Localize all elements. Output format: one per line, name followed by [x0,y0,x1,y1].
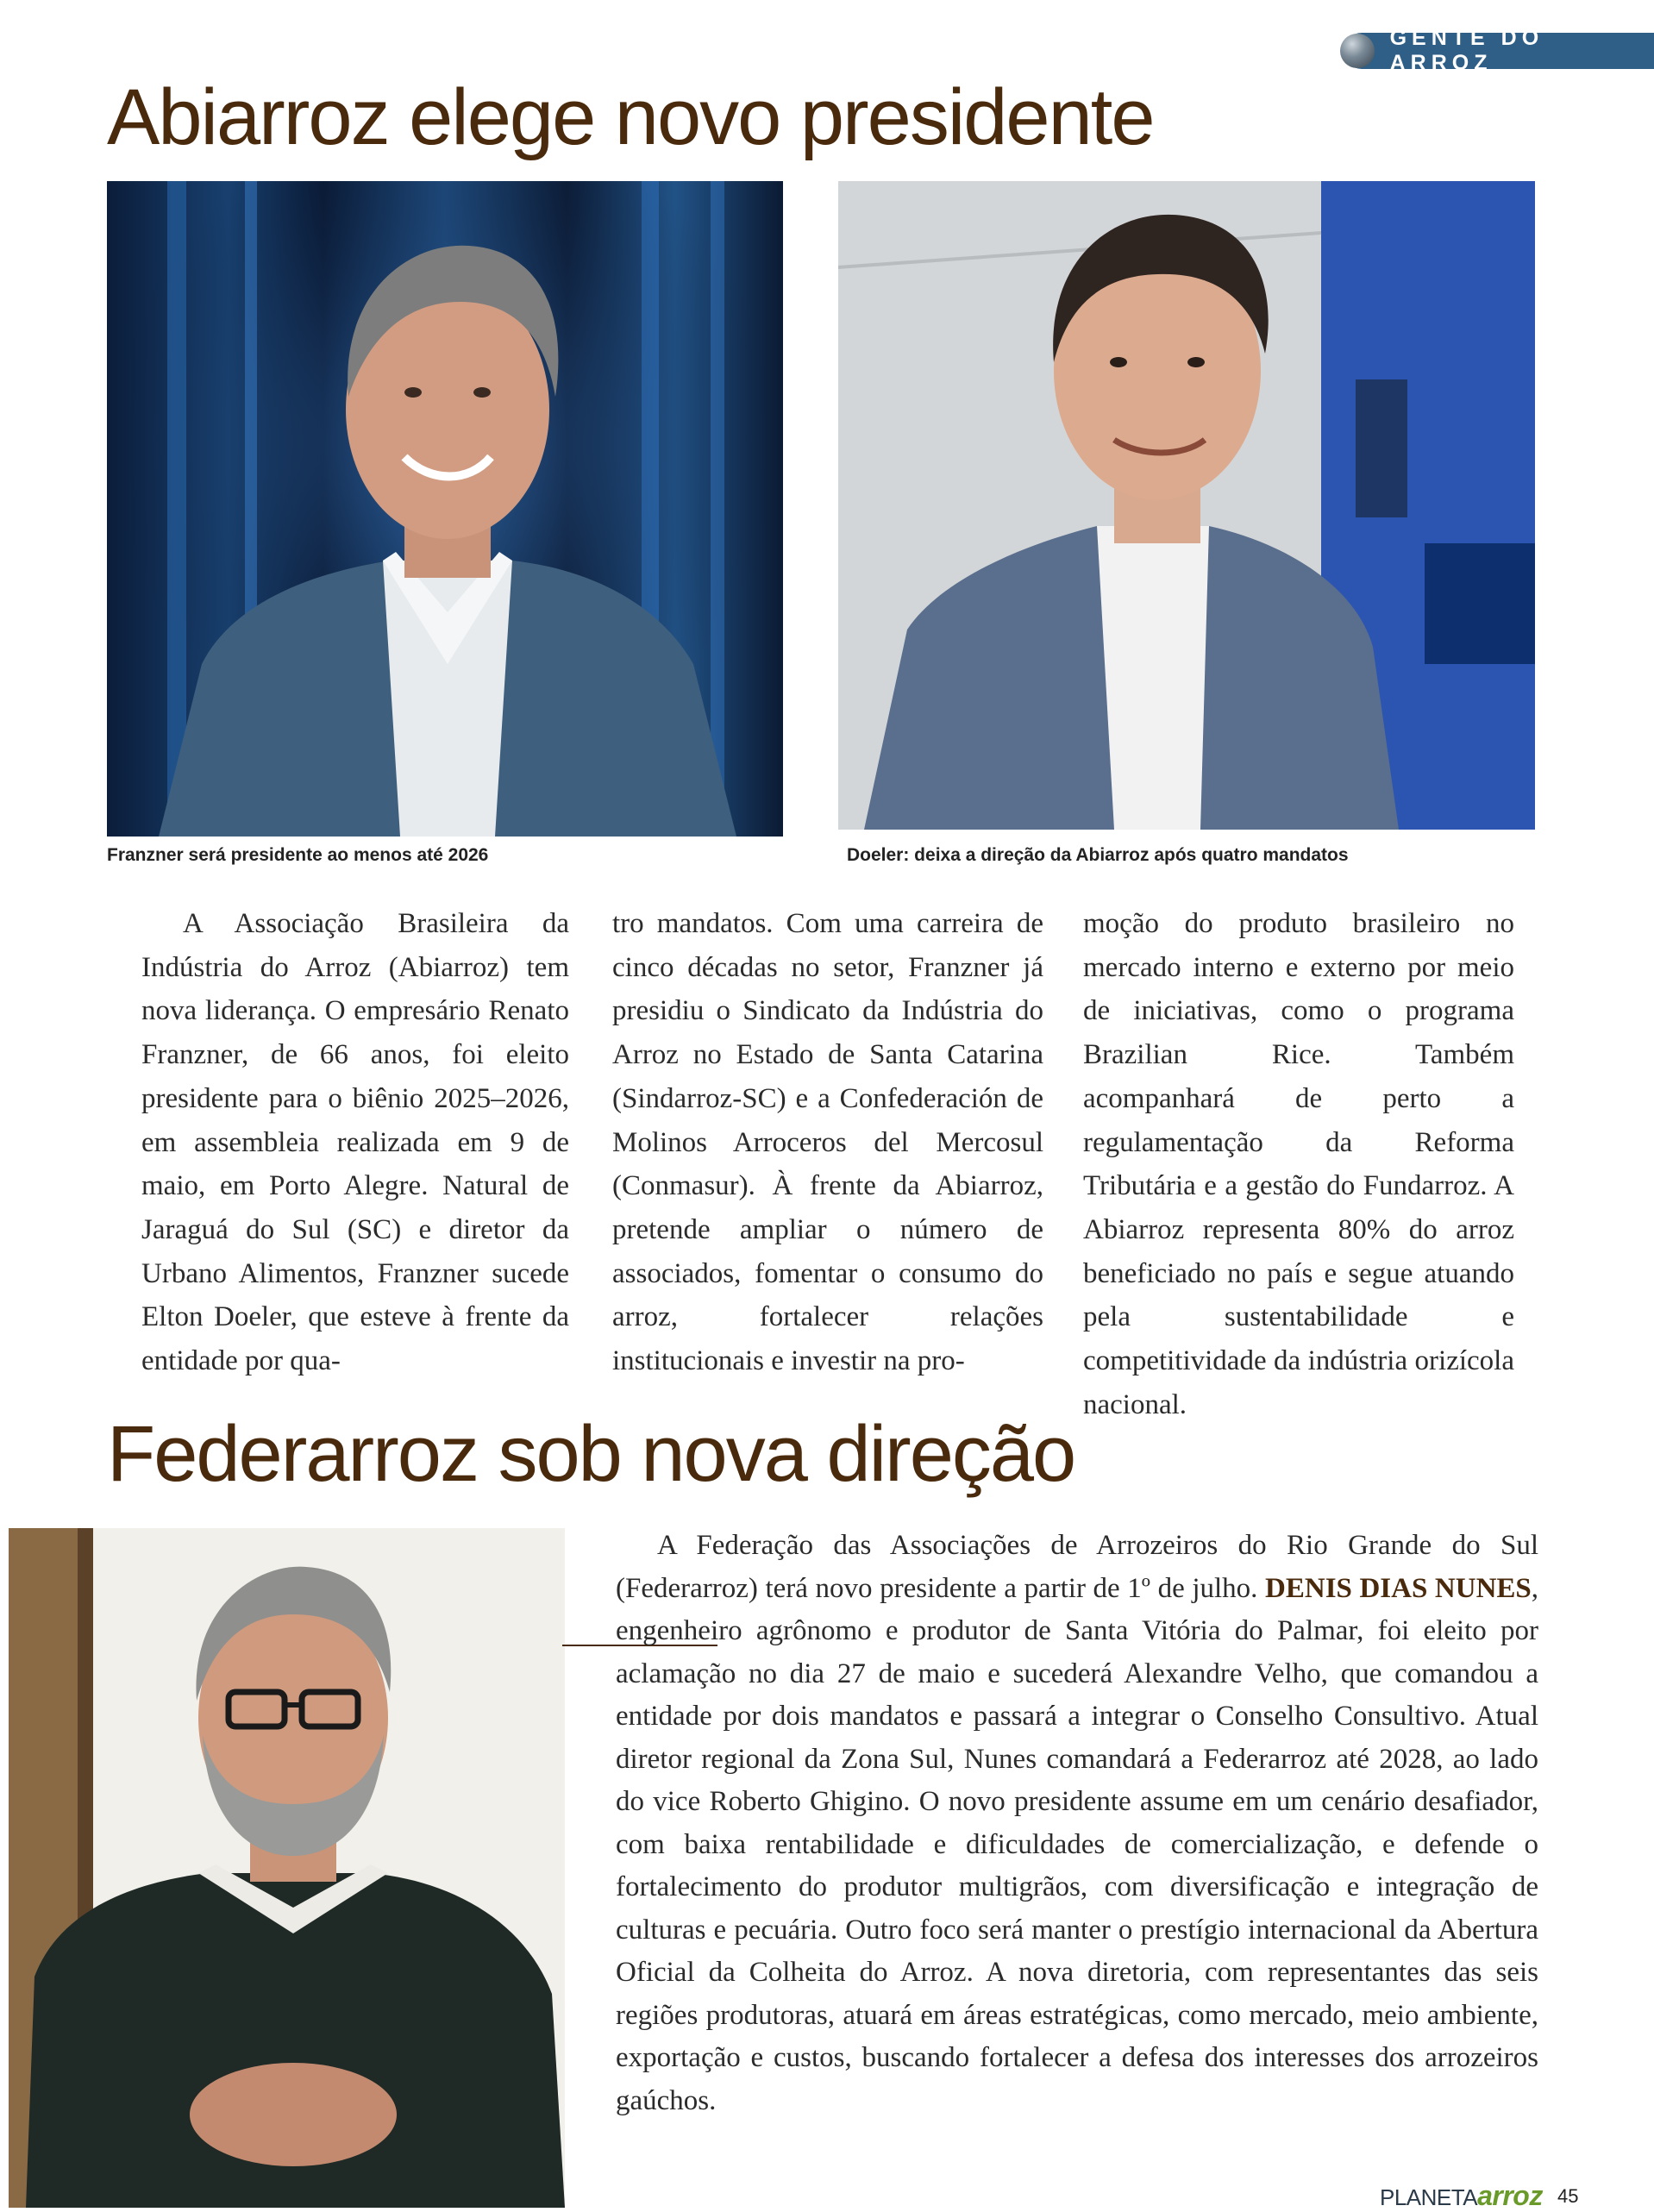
portrait-illustration [9,1528,565,2208]
photo-nunes [9,1528,565,2208]
article-column-3: moção do produto brasileiro no mercado interno e externo por meio de iniciativas, como o programa Brazilian Rice. Também acompanhará de perto a regulamentação da Reforma Tributária e a gestão do Fundarroz. A Abiarroz representa 80% do arroz beneficiado no país e segue atuando pela sustentabilidade e competitividade da indústria orizícola nacional. [1083,908,1514,1420]
section-tag-label: GENTE DO ARROZ [1389,26,1544,75]
highlight-name: DENIS DIAS NUNES [1265,1572,1532,1604]
article-body-federarroz [616,1525,1538,2122]
federarroz-text-intro: A Federação das Associações de Arrozeiros do Rio Grande do Sul (Federarroz) terá novo presidente a partir de 1º de julho. [616,1530,1538,1604]
portrait-illustration [838,181,1535,830]
globe-icon [1340,34,1375,68]
article-column-2: tro mandatos. Com uma carreira de cinco décadas no setor, Franzner já presidiu o Sindicato da Indústria do Arroz no Estado de Santa Catarina (Sindarroz-SC) e a Confederación de Molinos Arroceros del Mercosul (Conmasur). À frente da Abiarroz, pretende ampliar o número de associados, fomentar o consumo do arroz, fortalecer relações institucionais e investir na pro- [612,908,1043,1377]
article-title-federarroz: Federarroz sob nova direção [107,1410,1075,1498]
article-title-abiarroz: Abiarroz elege novo presidente [107,73,1154,161]
section-tag [1344,26,1654,75]
photo-franzner [107,181,783,837]
photo-doeler [838,181,1535,830]
magazine-logo: PLANETAarroz [1380,2180,1543,2211]
portrait-illustration [107,181,783,837]
photo-caption-franzner: Franzner será presidente ao menos até 2026 [107,845,489,865]
federarroz-text-body: , engenheiro agrônomo e produtor de Santa Vitória do Palmar, foi eleito por aclamação no dia 27 de maio e sucederá Alexandre Velho, que comandou a entidade por dois mandatos e passará a integrar o Conselho Consultivo. Atual diretor regional da Zona Sul, Nunes comandará a Federarroz até 2028, ao lado do vice Roberto Ghigino. O novo presidente assume em um cenário desafiador, com baixa rentabilidade e dificuldades de comercialização, e defende o fortalecimento do produtor multigrãos, com diversificação e integração de culturas e pecuária. Outro foco será manter o prestígio internacional da Abertura Oficial da Colheita do Arroz. A nova diretoria, com representantes das seis regiões produtoras, atuará em áreas estratégicas, como mercado, meio ambiente, exportação e custos, buscando fortalecer a defesa dos interesses dos arrozeiros gaúchos. [616,1572,1539,2116]
photo-caption-doeler: Doeler: deixa a direção da Abiarroz após quatro mandatos [847,845,1349,865]
article-column-1: A Associação Brasileira da Indústria do Arroz (Abiarroz) tem nova liderança. O empresário Renato Franzner, de 66 anos, foi eleito presidente para o biênio 2025–2026, em assembleia realizada em 9 de maio, em Porto Alegre. Natural de Jaraguá do Sul (SC) e diretor da Urbano Alimentos, Franzner sucede Elton Doeler, que esteve à frente da entidade por qua- [141,908,569,1377]
page-number: 45 [1557,2185,1579,2207]
